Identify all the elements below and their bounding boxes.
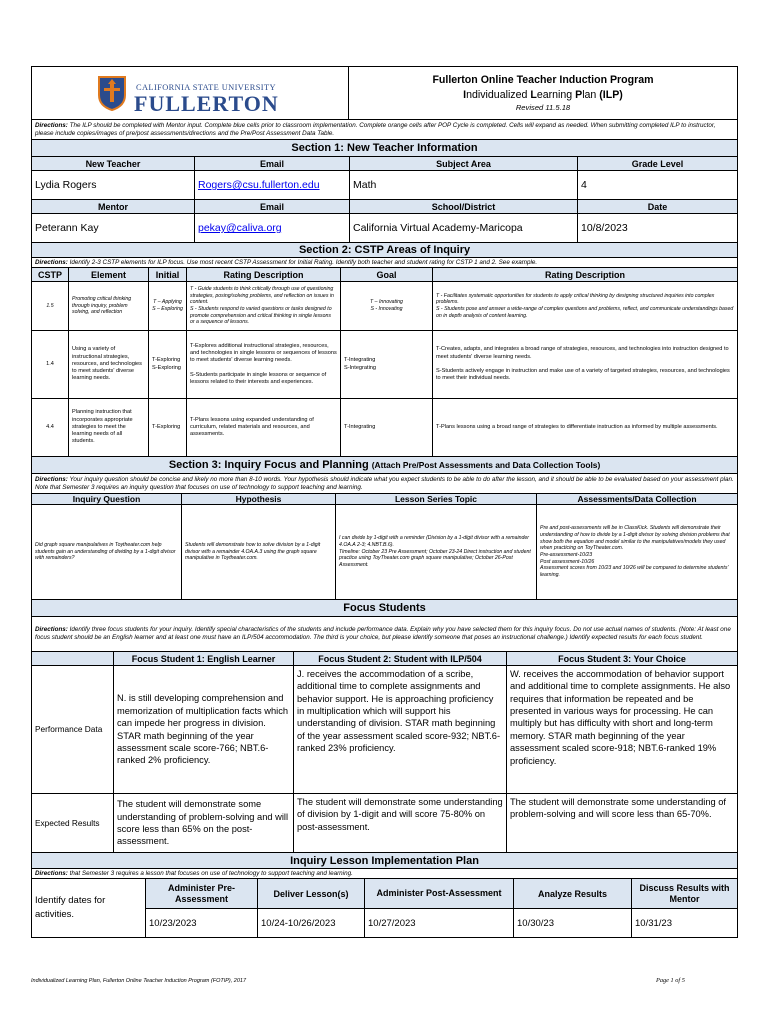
cstp-element: Promoting critical thinking through inquiry, problem solving, and reflection <box>69 282 149 331</box>
plan-title-part3: lan <box>582 89 600 101</box>
directions-text: The ILP should be completed with Mentor input. Complete blue cells prior to classroom implementation. Complete orange cells after POP Cycle is completed. Cells will expand as needed. When submitting completed ILP to instructor, please include copies/images of pre/post assessments/directions and the Pre/Post Assessment Data Table. <box>35 121 716 137</box>
section2-directions <box>32 258 738 268</box>
teacher-name: Lydia Rogers <box>32 171 195 200</box>
cstp-number: 1.4 <box>32 331 69 399</box>
plan-title-p: P <box>575 89 583 101</box>
section3-title <box>32 457 738 474</box>
implementation-directions <box>32 869 738 879</box>
inquiry-question: Did graph square manipulatives in Toytheater.com help students gain an understanding of dividing by a 1-digit divisor with remainders? <box>32 505 182 600</box>
section3-title-text: Section 3: Inquiry Focus and Planning <box>168 459 369 471</box>
section3-title-note: (Attach Pre/Post Assessments and Data Collection Tools) <box>371 460 601 470</box>
header-goal-rating-desc: Rating Description <box>433 268 738 282</box>
analyze-results-date: 10/30/23 <box>514 909 632 938</box>
header-pre-assessment: Administer Pre-Assessment <box>146 879 258 909</box>
focus-3-expected: The student will demonstrate some understanding of problem-solving and will score less than 65-70%. <box>507 794 738 853</box>
header-email: Email <box>195 157 350 171</box>
section1-table <box>31 119 738 243</box>
plan-title-abbr: (ILP) <box>599 89 623 101</box>
pre-assessment-date: 10/23/2023 <box>146 909 258 938</box>
header-cstp: CSTP <box>32 268 69 282</box>
focus-2-performance: J. receives the accommodation of a scribe, additional time to complete assignments and behavior support. He is approaching proficiency in multiplication which will support his understanding of division. STAR math beginning of the year assessment scaled score-932; NBT.6-ranked 23% proficiency. <box>294 666 507 794</box>
csuf-seal-icon <box>97 75 127 111</box>
cstp-goal: T-Integrating S-Integrating <box>341 331 433 399</box>
focus-students-table <box>31 599 738 853</box>
cstp-goal: T – Innovating S - Innovating <box>341 282 433 331</box>
title-cell <box>349 67 738 120</box>
focus-2-expected: The student will demonstrate some understanding of division by 1-digit and will score 75-80% on post-assessment. <box>294 794 507 853</box>
program-title: Fullerton Online Teacher Induction Program <box>432 74 654 86</box>
header-table <box>31 66 738 120</box>
focus-directions <box>32 617 738 652</box>
header-grade: Grade Level <box>578 157 738 171</box>
implementation-directions-text: that Semester 3 requires a lesson that focuses on use of technology to support teaching and learning. <box>67 869 353 877</box>
cstp-goal: T-Integrating <box>341 399 433 457</box>
grade-level: 4 <box>578 171 738 200</box>
ilp-form <box>31 66 737 938</box>
focus-1-expected: The student will demonstrate some understanding of problem-solving and will score less than 65% on the post-assessment. <box>114 794 294 853</box>
mentor-name: Peterann Kay <box>32 214 195 243</box>
header-focus-3: Focus Student 3: Your Choice <box>507 652 738 666</box>
plan-title-part1: ndividualized <box>466 89 531 101</box>
cstp-rating-desc: T-Explores additional instructional strategies, resources, and technologies in single lessons or sequences of lessons to meet students' diverse learning needs. S-Students participate in single lessons or sequence of lessons related to their interests and experiences. <box>187 331 341 399</box>
header-mentor: Mentor <box>32 200 195 214</box>
cstp-goal-desc: T-Creates, adapts, and integrates a broad range of strategies, resources, and technologies into instruction designed to meet students' diverse learning needs. S-Students actively engage in instruction and make use of a variety of targeted strategies, resources, and technologies to meet their individual needs. <box>433 331 738 399</box>
cstp-initial: T-Exploring <box>149 399 187 457</box>
implementation-title: Inquiry Lesson Implementation Plan <box>32 853 738 869</box>
cstp-number: 1.5 <box>32 282 69 331</box>
header-inquiry-question: Inquiry Question <box>32 494 182 505</box>
header-goal: Goal <box>341 268 433 282</box>
section3-directions-label: Directions: <box>35 475 68 483</box>
header-initial: Initial <box>149 268 187 282</box>
cstp-element: Using a variety of instructional strategies, resources, and technologies to meet students' diverse learning needs. <box>69 331 149 399</box>
subject-area: Math <box>350 171 578 200</box>
header-date: Date <box>578 200 738 214</box>
header-focus-1: Focus Student 1: English Learner <box>114 652 294 666</box>
footer-left: Individualized Learning Plan, Fullerton Online Teacher Induction Program (FOTIP), 2017 <box>31 978 247 984</box>
focus-directions-text: Identify three focus students for your inquiry. Identify special characteristics of the students and include performance data. Explain why you have selected them for this inquiry focus. Do not use actual names of students. (Note: At least one focus student should be an English learner and at least one must have an ILP/504 accommodation. The third is your choice, but please identify someone that poses an instructional challenge.) Identify expected results for each focus student. <box>35 626 731 641</box>
cstp-initial: T – Applying S – Exploring <box>149 282 187 331</box>
cstp-rating-desc: T-Plans lessons using expanded understanding of curriculum, related materials and resources, and assessments. <box>187 399 341 457</box>
revised-date: Revised 11.5.18 <box>515 103 571 112</box>
header-deliver-lessons: Deliver Lesson(s) <box>258 879 365 909</box>
logo-cell <box>32 67 349 120</box>
implementation-table <box>31 852 738 938</box>
section2-table <box>31 242 738 457</box>
page-number: Page 1 of 5 <box>656 977 685 984</box>
header-new-teacher: New Teacher <box>32 157 195 171</box>
header-hypothesis: Hypothesis <box>182 494 336 505</box>
focus-1-performance: N. is still developing comprehension and memorization of multiplication facts which can impede her progress in division. STAR math beginning of the year assessment scale score-766; NBT.6-ranked 2% proficiency. <box>114 666 294 794</box>
cstp-initial: T-Exploring S-Exploring <box>149 331 187 399</box>
implementation-directions-label: Directions: <box>35 869 68 877</box>
plan-title <box>352 89 734 101</box>
plan-title-i: I <box>463 89 467 101</box>
cstp-row <box>32 399 738 457</box>
section3-directions <box>32 474 738 494</box>
plan-title-l: L <box>530 89 537 101</box>
expected-results-label: Expected Results <box>32 794 114 853</box>
cstp-goal-desc: T-Plans lessons using a broad range of strategies to differentiate instruction as informed by multiple assessments. <box>433 399 738 457</box>
hypothesis: Students will demonstrate how to solve division by a 1-digit divisor with a remainder 4.OA.A.3 using the graph square manipulative in Toytheater.com. <box>182 505 336 600</box>
cstp-goal-desc: T - Facilitates systematic opportunities for students to apply critical thinking by designing structured inquiries into complex problems. S - Students pose and answer a wide-range of complex questions and problems, reflect, and communicate understandings based on in depth analysis of content learning. <box>433 282 738 331</box>
focus-blank-header <box>32 652 114 666</box>
header-focus-2: Focus Student 2: Student with ILP/504 <box>294 652 507 666</box>
header-element: Element <box>69 268 149 282</box>
identify-dates-label: Identify dates for activities. <box>32 879 146 938</box>
mentor-date: 10/8/2023 <box>578 214 738 243</box>
focus-3-performance: W. receives the accommodation of behavior support and additional time to complete assignments. He also requires that information be repeated and be presented in various ways for processing. He can multiply but has difficulty with short and long-term memory. STAR math beginning of the year assessment scaled score-918; NBT.6-ranked 19% proficiency. <box>507 666 738 794</box>
header-analyze-results: Analyze Results <box>514 879 632 909</box>
assessment-plan: Pre and post-assessments will be in ClassKick. Students will demonstrate their understanding of how to divide by a 1-digit divisor by solving division problems that show both the equation and model similar to the manipulatives/models they used when practicing on ToyTheater.com. Pre-assessment-10/23 Post assessment-10/26 Assessment scores from 10/23 and 10/26 will be compared to determine students' learning. <box>537 505 738 600</box>
section2-title: Section 2: CSTP Areas of Inquiry <box>32 243 738 258</box>
school-district: California Virtual Academy-Maricopa <box>350 214 578 243</box>
university-name: FULLERTON <box>134 91 279 116</box>
header-discuss-results: Discuss Results with Mentor <box>632 879 738 909</box>
focus-directions-label: Directions: <box>35 626 68 634</box>
directions-label: Directions: <box>35 121 68 129</box>
section2-directions-text: Identify 2-3 CSTP elements for ILP focus. Use most recent CSTP Assessment for Initial Rating. Identify both teacher and student rating for CSTP 1 and 2. See example. <box>67 258 538 266</box>
section3-directions-text: Your inquiry question should be concise and likely no more than 8-10 words. Your hypothesis should indicate what you expect students to be able to do after the lesson, and it should be able to be evaluated based on your assessment plan. Note that Semester 3 requires an inquiry question that focuses on use of technology to support teaching and learning. <box>35 475 734 491</box>
header-mentor-email: Email <box>195 200 350 214</box>
post-assessment-date: 10/27/2023 <box>365 909 514 938</box>
cstp-rating-desc: T - Guide students to think critically through use of questioning strategies, posing/solving problems, and reflection on issues in content. S - Students respond to varied questions or tasks designed to promote comprehension and critical thinking in single lessons or a sequence of lessons. <box>187 282 341 331</box>
cstp-number: 4.4 <box>32 399 69 457</box>
header-subject: Subject Area <box>350 157 578 171</box>
section2-directions-label: Directions: <box>35 258 68 266</box>
header-lesson-topic: Lesson Series Topic <box>336 494 537 505</box>
teacher-email-link[interactable]: Rogers@csu.fullerton.edu <box>195 171 350 200</box>
university-top: CALIFORNIA STATE UNIVERSITY <box>136 83 276 92</box>
cstp-row-example <box>32 282 738 331</box>
header-rating-desc: Rating Description <box>187 268 341 282</box>
performance-data-label: Performance Data <box>32 666 114 794</box>
focus-title: Focus Students <box>32 600 738 617</box>
section3-table <box>31 456 738 600</box>
plan-title-part2: earning <box>536 89 576 101</box>
header-school: School/District <box>350 200 578 214</box>
header-post-assessment: Administer Post-Assessment <box>365 879 514 909</box>
section1-title: Section 1: New Teacher Information <box>32 140 738 157</box>
mentor-email-link[interactable]: pekay@caliva.org <box>195 214 350 243</box>
cstp-element: Planning instruction that incorporates appropriate strategies to meet the learning needs of all students. <box>69 399 149 457</box>
discuss-results-date: 10/31/23 <box>632 909 738 938</box>
header-assessments: Assessments/Data Collection <box>537 494 738 505</box>
deliver-lessons-date: 10/24-10/26/2023 <box>258 909 365 938</box>
cstp-row <box>32 331 738 399</box>
lesson-series-topic: I can divide by 1-digit with a reminder (Division by a 1-digit divisor with a remainder 4.OA.A 2-3; 4.NBT.B.6). Timeline: October 23 Pre Assessment; October 23-24 Direct instruction and student practice using ToyTheater.com graph square manipulative; October 26-Post Assessment. <box>336 505 537 600</box>
top-directions <box>32 120 738 140</box>
